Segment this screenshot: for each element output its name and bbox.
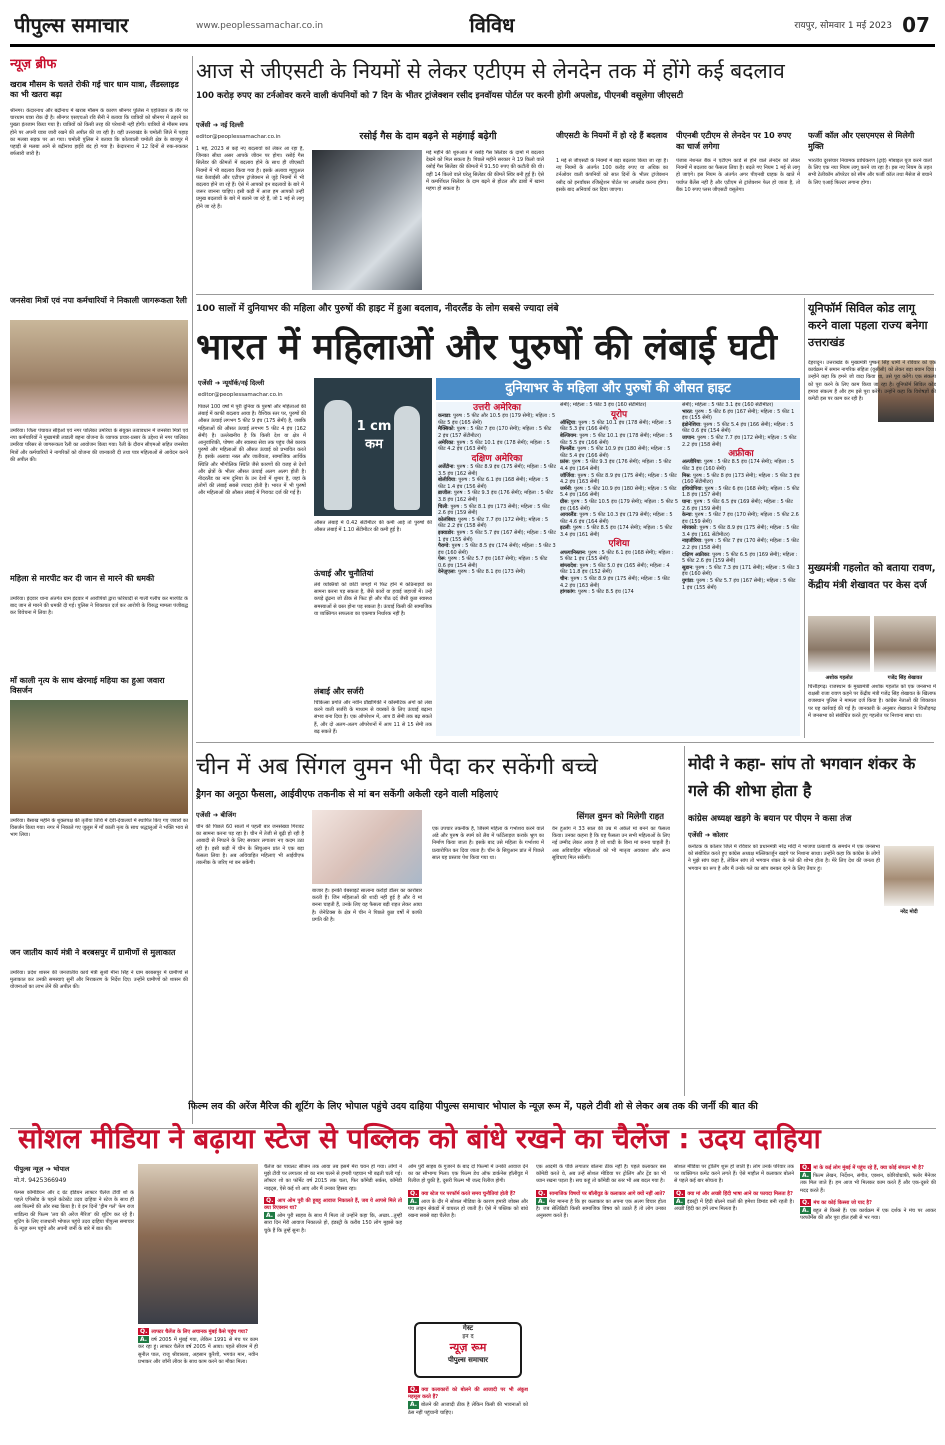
country-name: कोलंबिया [438, 516, 455, 523]
country-name: मोरक्को [682, 525, 697, 532]
height-values: पुरुष : 5 फीट 8 इंच (173 सेमी); महिला : 5 फीट 3 इंच (160 सेंटीमीटर) [682, 472, 800, 486]
uday-col2-body: चैलेंज का पायलट सीजन तक आया तब इसमें मेरा चयन हो गया। लोगों ने मुझे टीवी पर लगातार शो का नाम चलने से हमारी पहचान भी बढ़ती चली गई। लॉफ्टर शो का फॉर्मेट वर्ष 2015 तक चला, फिर कॉमेडी सर्कस, कॉमेडी नाइट्स, ऐसे कई शो आए और मैं उनका हिस्सा रहा। [264, 1164, 402, 1192]
gst-col4-title: पीएनबी एटीएम से लेनदेन पर 10 रुपए का चार्ज लगेगा [676, 131, 792, 151]
masthead [0, 0, 945, 48]
brief-item-body: उमरिया। बैसाख महीने के शुक्लपक्ष की तृतीया तिथि में देवी-देवालयों में स्थापित किए गए जवारों का विसर्जन किया गया। नगर में निकाले गए जुलूस में माँ काली नृत्य के साथ श्रद्धालुओं ने भक्ति भाव से भाग लिया। [10, 818, 188, 839]
height-values: पुरुष : 5 फीट 7 इंच (170 सेमी); महिला : 5 फीट 2.6 इंच (159 सेमी) [682, 512, 799, 525]
gehlot-body: चित्तौड़गढ़। राजस्थान के मुख्यमंत्री अशोक गहलोत को एक जनसभा में राक्षसी राजा रावण कहने पर केंद्रीय मंत्री गजेंद्र सिंह शेखावत के खिलाफ राजस्थान पुलिस ने मामला दर्ज किया है। कांग्रेस नेताओं की शिकायत पर यह कार्रवाई की गई है। जानकारी के अनुसार शेखावत ने चित्तौड़गढ़ में जनसभा को संबोधित करते हुए गहलोत पर निशाना साधा था। [808, 684, 936, 719]
table-row [682, 402, 800, 409]
table-region-heading: एशिया [608, 539, 630, 550]
table-row: जापान: पुरुष : 5 फीट 7.7 इंच (172 सेमी); महिला : 5 फीट 2.2 इंच (158 सेमी) [682, 434, 797, 448]
gst-byline: एजेंसी ➜ नई दिल्ली [196, 121, 244, 129]
height-table-col-c [682, 402, 800, 736]
country-name: केन्या [682, 512, 692, 519]
badge-brand: पीपुल्स समाचार [447, 1356, 489, 1364]
height-values: पुरुष : 5 फीट 7.3 इंच (171 सेमी); महिला : 5 फीट 3 इंच (160 सेमी) [682, 564, 800, 578]
uday-mobile: मो.नं. 9425366949 [14, 1177, 67, 1184]
procession-photo [10, 700, 188, 814]
qa6-question: क्या मां और अच्छी हिंदी भाषा आने का फायदा मिलता है? [687, 1190, 793, 1197]
table-row: दक्षिण अफ्रीका: पुरुष : 5 फीट 6.5 इंच (169 सेमी); महिला : 5 फीट 2.6 इंच (159 सेमी) [682, 551, 798, 565]
table-row: चीन: पुरुष : 5 फीट 8.9 इंच (175 सेमी); महिला : 5 फीट 4.2 इंच (163 सेमी) [560, 576, 670, 589]
table-row: इटली: पुरुष : 5 फीट 8.5 इंच (174 सेमी); महिला : 5 फीट 3.4 इंच (161 सेमी) [560, 525, 673, 538]
table-row: घाना: पुरुष : 5 फीट 6.5 इंच (169 सेमी); महिला : 5 फीट 2.6 इंच (159 सेमी) [682, 498, 793, 512]
gst-col3-title: जीएसटी के नियमों में हो रहे हैं बदलाव [556, 131, 668, 140]
country-name: वेनेज़ुएला [438, 569, 455, 576]
table-row: जर्मनी: पुरुष : 5 फीट 10.9 इंच (180 सेमी); महिला : 5 फीट 5.4 इंच (166 सेमी) [560, 485, 677, 499]
country-name: अफगानिस्तान [560, 549, 585, 556]
height-sub1-body: लंबे व्यक्तियों को छोटी जगहों में फिट होने में कठिनाइयों का सामना करना पड़ सकता है, जैसे कारों या हवाई जहाजों में। उन्हें कपड़े ढूंढना जो ठीक से फिट हो और पीठ दर्द जैसी कुछ स्वास्थ्य समस्याओं से ग्रस्त होना पड़ सकता है। ऊंचाई किसी की सामाजिक या व्यक्तिगत सफलता का एकमात्र निर्धारक नहीं है। [314, 582, 432, 617]
badge-mid: इन द [462, 1333, 474, 1340]
qa5-answer: मेरा मानना है कि हर कलाकार का अपना एक अलग विचार होता है। जब सेलिब्रिटी किसी सामाजिक विषय को उठाते हैं तो लोग उनका अनुसरण करते हैं। [536, 1198, 666, 1220]
country-name: चिली [438, 503, 448, 510]
qa4-question: क्या कलाकारों को बोलने की आजादी पर भी अंकुश महसूस करते हैं? [408, 1387, 528, 1401]
table-row [560, 402, 678, 409]
news-brief-label: न्यूज़ ब्रीफ [10, 57, 57, 72]
country-name: बेल्जियम [560, 432, 577, 439]
country-name: इटली [560, 525, 570, 532]
uday-col5 [674, 1164, 794, 1442]
country-name: दक्षिण अफ्रीका [682, 551, 709, 558]
table-row: बांग्लादेश: पुरुष : 5 फीट 5.0 इंच (165 सेमी); महिला : 4 फीट 11.8 इंच (152 सेमी) [560, 562, 670, 576]
height-values: पुरुष : 5 फीट 8.1 इंच (173 सेमी) [458, 569, 526, 576]
qa-answer [536, 1198, 666, 1221]
country-name: इक्वाडोर [438, 529, 454, 536]
qa-question [800, 1164, 936, 1172]
country-name: बोलीविया [438, 477, 456, 484]
country-name: जापान [682, 434, 694, 441]
country-name: इंडोनेशिया [682, 421, 701, 428]
uday-qa1 [138, 1328, 258, 1440]
height-values: पुरुष : 5 फीट 5.7 इंच (167 सेमी); महिला : 5 फीट 1 इंच (155 सेमी) [438, 529, 556, 543]
height-values: पुरुष : 5 फीट 10.5 इंच (179 सेमी); महिला : 5 फीट 5 इंच (165 सेमी) [560, 498, 678, 512]
height-sub2-body: चिकित्सा प्रगति और नवीन प्रौद्योगिकी ने कॉस्मेटिक अंगों को लंबा करने वाली सर्जरी के माध्यम से वयस्कों के लिए ऊंचाई बढ़ाना संभव बना दिया है। एक ऑपरेशन में, आप 8 सेमी तक बढ़ सकते हैं, और दो अलग-अलग ऑपरेशनों में आप 11 से 15 सेमी तक बढ़ सकते हैं। [314, 700, 432, 735]
height-values: पुरुष : 5 फीट 5.7 इंच (167 सेमी); महिला : 5 फीट 0.6 इंच (154 सेमी) [438, 556, 548, 569]
q-marker: Q. [410, 1386, 418, 1393]
height-table-col-b [560, 402, 678, 736]
uday-col3-body: ओम पुरी साहब के गुजरने के बाद दो फिल्मों में उनकी आवाज देने का का सौभाग्य मिला। एक फिल्म डेथ ऑफ डार्कनेस हॉलीवुड में रिलीज हो चुकी है, दूसरी फिल्म भी जल्द रिलीज होगी। [408, 1164, 528, 1185]
q-marker: Q. [802, 1198, 810, 1206]
qa-answer [408, 1198, 528, 1221]
height-byline: एजेंसी ➜ न्यूयॉर्क/नई दिल्ली [198, 379, 265, 387]
height-values: पुरुष : 5 फीट और 10.5 इंच (179 सेमी); महिला : 5 फीट 5 इंच (165 सेमी) [438, 413, 556, 426]
qa-question [264, 1197, 402, 1212]
uday-col3 [408, 1164, 528, 1442]
table-row: इथियोपिया: पुरुष : 5 फीट 6 इंच (168 सेमी); महिला : 5 फीट 1.8 इंच (157 सेमी) [682, 485, 800, 499]
height-values: पुरुष : 5 फीट 6.1 इंच (168 सेमी); महिला : 5 फीट 1 इंच (155 सेमी) [560, 549, 674, 563]
table-region-heading: अफ्रीका [728, 449, 754, 460]
masthead-website: www.peoplessamachar.co.in [196, 21, 324, 31]
country-name: जॉर्जिया [560, 472, 575, 479]
modi-photo [884, 846, 934, 906]
q-marker: Q. [266, 1196, 274, 1204]
height-values: पुरुष : 5 फीट 7 इंच (170 सेमी); महिला : 5 फीट 2 इंच (157 सेंटीमीटर) [438, 426, 552, 439]
brief-item-title: जनसेवा मित्रों एवं नपा कर्मचारियों ने निकाली जागरूकता रैली [10, 296, 187, 305]
female-silhouette [394, 406, 420, 510]
country-name: कनाडा [438, 413, 450, 420]
gst-subhead: 100 करोड़ रुपए का टर्नओवर करने वाली कंपनियों को 7 दिन के भीतर ट्रांजेक्शन रसीद इनवॉयस पोर्टल पर करनी होगी अपलोड, पीएनबी वसूलेगा जीएसटी [196, 91, 684, 101]
height-table-title: दुनियाभर के महिला और पुरुषों की औसत हाइट [436, 378, 800, 400]
brief-item-body: उमरिया। जिला पंचायत सीईओ एवं नगर पालिका उमरिया के संयुक्त तत्वावधान में जनसेवा मित्रों एवं नपा कर्मचारियों ने मुख्यमंत्री लाडली बहना योजना के व्यापक प्रचार-प्रसार के उद्देश्य से नगर पालिका उमरिया परिसर से जागरूकता रैली का आयोजन किया गया। रैली के दौरान सीएमओ सहित जनसेवा मित्रों और कर्मचारियों ने नागरिकों को योजना की जानकारी दी तथा पात्र महिलाओं से आवेदन करने की अपील की। [10, 428, 188, 463]
qa-answer [674, 1198, 794, 1213]
china-subhead: ड्रैगन का अनूठा फैसला, आईवीएफ तकनीक से मां बन सकेंगी अकेली रहने वाली महिलाएं [196, 789, 499, 800]
china-body2: बाजार है। इनकी वेबसाइटें सालाना करोड़ों डॉलर का कारोबार करती हैं। जिन महिलाओं की शादी नहीं हुई है और वे मां बनना चाहती हैं, उनके लिए यह फैसला बड़ी राहत लेकर आया है। जेनेटिक्स के क्षेत्र में चीन ने पिछले कुछ वर्षों में काफी प्रगति की है। [312, 888, 422, 923]
country-name: ऑस्ट्रिया [560, 419, 576, 426]
page-number: 07 [902, 13, 930, 37]
brief-item-title: महिला से मारपीट कर दी जान से मारने की धमकी [10, 574, 155, 583]
height-values: पुरुष : 5 फीट 5.0 इंच (165 सेमी); महिला : 4 फीट 11.8 इंच (152 सेमी) [560, 562, 670, 576]
country-name: फ्रांस [560, 459, 569, 466]
shekhawat-caption: गजेंद्र सिंह शेखावत [887, 675, 923, 681]
gst-email: editor@peoplessamachar.co.in [196, 134, 281, 140]
height-values: पुरुष : 5 फीट 8.9 इंच (175 सेमी); महिला : 5 फीट 4.2 इंच (163 सेमी) [560, 472, 677, 486]
brief-item-title: माँ काली नृत्य के साथ खेरमाई महिया का हुआ जवारा विसर्जन [10, 676, 165, 695]
gst-col5-body: भारतीय दूरसंचार नियामक प्राधिकरण (ट्राई) मोबाइल यूज करने वालों के लिए एक नया नियम लागू करने जा रहा है। इस नए नियम के तहत सभी टेलीकॉम ऑपरेटर को स्पैम और फर्जी कॉल तथा मैसेज से बचाने के लिए एआई फिल्टर लगाना होगा। [808, 158, 932, 186]
date-line: रायपुर, सोमवार 1 मई 2023 [794, 21, 892, 31]
brief-item-title: जन जातीय कार्य मंत्री ने बरबसपुर में ग्रामीणों से मुलाकात [10, 948, 176, 957]
gst-col5-title: फर्जी कॉल और एसएमएस से मिलेगी मुक्ति [808, 131, 915, 151]
qa6-answer: इंडस्ट्री में हिंदी बोलने वालों की हमेशा डिमांड बनी रहती है। अच्छी हिंदी का हमें लाभ मिलता है। [674, 1198, 794, 1213]
table-row: वेनेज़ुएला: पुरुष : 5 फीट 8.1 इंच (173 सेमी) [438, 569, 526, 576]
a-marker: A. [410, 1401, 418, 1409]
height-values: पुरुष : 5 फीट 10.9 इंच (180 सेमी); महिला : 5 फीट 5.4 इंच (166 सेमी) [560, 485, 677, 499]
brief-item-body: उमरिया। इंदवार थाना अंतर्गत ग्राम इंदवार में आरोपियों द्वारा फरियादी से गाली गलौच कर मारपीट के बाद जान से मारने की धमकी दी गई। पुलिस ने शिकायत दर्ज कर आरोपी के विरुद्ध मामला पंजीबद्ध कर विवेचना में लिया है। [10, 596, 188, 617]
table-row: फिनलैंड: पुरुष : 5 फीट 10.9 इंच (180 सेमी); महिला : 5 फीट 5.4 इंच (166 सेमी) [560, 446, 671, 459]
country-name: मिस्र [682, 472, 690, 479]
table-row: अफगानिस्तान: पुरुष : 5 फीट 6.1 इंच (168 सेमी); महिला : 5 फीट 1 इंच (155 सेमी) [560, 549, 674, 563]
qa-question [408, 1190, 528, 1198]
height-values: पुरुष : 5 फीट 8.5 इंच (174 सेमी); महिला : 5 फीट 3.4 इंच (161 सेमी) [560, 525, 673, 538]
section-divider [196, 294, 934, 295]
uday-intro: फेमस कॉमेडियन और द ग्रेट इंडियन लाफ्टर चैलेंज टीवी शो के पहले एपिसोड के पहले कंटेस्टेंट उदय दाहिया ने स्टेज के साथ ही अब फिल्मों की ओर रुख किया है। वे इन दिनों 'ड्रीम गर्ल' फेम राज शांडिल्य की फिल्म 'लव की अरेंज मैरिज' की शूटिंग कर रहे हैं। शूटिंग के लिए राजधानी भोपाल पहुंचे उदय दाहिया पीपुल्स समाचार के न्यूज़ रूम पहुंचे और अपनी जर्नी के बारे में बात की। [14, 1190, 134, 1233]
gst-col2-title: रसोई गैस के दाम बढ़ने से महंगाई बढ़ेगी [359, 131, 497, 142]
table-row: नाइजीरिया: पुरुष : 5 फीट 7 इंच (170 सेमी); महिला : 5 फीट 2.2 इंच (158 सेमी) [682, 538, 799, 552]
country-name: अर्जेंटीना [438, 463, 454, 470]
height-values: पुरुष : 5 फीट 8.5 इंच (174 [578, 589, 634, 596]
uday-col6 [800, 1164, 936, 1442]
china-col3-title: सिंगल वुमन को मिलेगी राहत [576, 811, 664, 821]
qa-question [800, 1199, 936, 1207]
height-values: पुरुष : 5 फीट 7 इंच (170 सेमी); महिला : 5 फीट 2.2 इंच (158 सेमी) [682, 538, 799, 552]
country-name: अमेरिका [438, 439, 454, 446]
height-sub1-title: ऊंचाई और चुनौतियां [314, 569, 374, 578]
qa-question [138, 1328, 258, 1336]
table-row: सूडान: पुरुष : 5 फीट 7.3 इंच (171 सेमी); महिला : 5 फीट 3 इंच (160 सेमी) [682, 564, 800, 578]
column-divider [804, 298, 805, 738]
height-headline: भारत में महिलाओं और पुरुषों की लंबाई घटी [196, 327, 777, 368]
uday-photo [138, 1164, 258, 1324]
china-headline: चीन में अब सिंगल वुमन भी पैदा कर सकेंगी बच्चे [196, 754, 598, 780]
gst-col3-body: 1 मई से जीएसटी के नियमों में बड़ा बदलाव किया जा रहा है। नए नियमों के अंतर्गत 100 करोड़ रुपए या अधिक का टर्नओवर वाली कंपनियों को सात दिनों के भीतर ट्रांजेक्शन रसीद को इनवॉयस रजिस्ट्रेशन पोर्टल पर अपलोड करना होगा। इसके बाद अनिवार्य कर दिया जाएगा। [556, 158, 668, 193]
height-values: पुरुष : 5 फीट 8.5 इंच (174 सेमी); महिला : 5 फीट 3 इंच (160 सेमी) [682, 459, 794, 472]
height-body: पिछले 100 वर्षों में पूरी दुनिया के पुरुषों और महिलाओं की लंबाई में काफी बदलाव आया है। वैश्विक स्तर पर, पुरुषों की औसत ऊंचाई लगभग 5 फीट 9 इंच (175 सेमी) है, जबकि महिलाओं की औसत ऊंचाई लगभग 5 फीट 4 इंच (162 सेमी) है। उल्लेखनीय है कि किसी देश या क्षेत्र में आनुवांशिकी, पोषण और स्वास्थ्य सेवा तक पहुंच जैसे कारक पुरुषों और महिलाओं की औसत ऊंचाई को प्रभावित करते हैं। इसके अलावा नस्ल और जातीयता, सामाजिक आर्थिक स्थिति और भौगोलिक स्थिति जैसे कारणों की वजह से देशों और क्षेत्रों के भीतर औसत ऊंचाई अलग अलग होती है। नीदरलैंड का नाम दुनिया के उन देशों में शुमार है, जहां के लोगों की लंबाई सबसे ज्यादा होती है। भारत में भी पुरुषों और महिलाओं की औसत लंबाई में गिरावट दर्ज की गई है। [198, 404, 306, 497]
badge-top: गेस्ट [462, 1324, 474, 1332]
table-region-heading: उत्तरी अमेरिका [473, 403, 521, 413]
modi-subhead: कांग्रेस अध्यक्ष खड़गे के बयान पर पीएम ने कसा तंज [688, 814, 852, 824]
country-name: अल्जीरिया [682, 459, 701, 466]
qa-answer [800, 1207, 936, 1222]
gst-body: 1 मई, 2023 से कई नए बदलावों को लेकर आ रहा है, जिनका सीधा असर आपके जीवन पर होगा। रसोई गैस सिलेंडर की कीमतों में बदलाव होने के साथ ही जीएसटी नियमों में भी बदलाव किया गया है। इसके अलावा म्युचुअल फंड केवाईसी और एटीएम ट्रांजेक्शन से जुड़े नियमों में भी बदलाव होने जा रहे हैं। ऐसे में आपको इन बदलावों के बारे में जरूर जानना चाहिए। इसी कड़ी में आज हम आपको उन्हीं प्रमुख बदलावों के बारे में बताने जा रहे हैं, जो 1 मई से लागू होने जा रहे हैं। [196, 146, 304, 210]
ucc-headline: यूनिफॉर्म सिविल कोड लागू करने वाला पहला राज्य बनेगा उत्तराखंड [808, 302, 928, 349]
a-marker: A. [410, 1197, 418, 1205]
height-values: पुरुष : 5 फीट 6 इंच (167 सेमी); महिला : 5 फीट 1 इंच (155 सेमी) [682, 408, 795, 422]
modi-story [688, 746, 936, 1096]
uday-headline: सोशल मीडिया ने बढ़ाया स्टेज से पब्लिक को बांधे रखने का चैलेंज : उदय दाहिया [18, 1123, 821, 1155]
a-marker: A. [676, 1197, 684, 1205]
uday-byline: पीपुल्स न्यूज़ ➜ भोपाल [14, 1165, 70, 1173]
height-values: पुरुष : 5 फीट 10.3 इंच (179 सेमी); महिला : 5 फीट 4.6 इंच (164 सेमी) [560, 512, 673, 525]
uday-kicker: फिल्म लव की अरेंज मैरिज की शूटिंग के लिए भोपाल पहुंचे उदय दाहिया पीपुल्स समाचार भोपाल के न्यूज़ रूम में, पहले टीवी शो से लेकर अब तक की जर्नी की बात की [188, 1101, 758, 1112]
china-byline: एजेंसी ➜ बीजिंग [196, 811, 237, 819]
qa-answer [264, 1212, 402, 1235]
table-row: केन्या: पुरुष : 5 फीट 7 इंच (170 सेमी); महिला : 5 फीट 2.6 इंच (159 सेमी) [682, 512, 799, 525]
gehlot-headline: मुख्यमंत्री गहलोत को बताया रावण, केंद्रीय मंत्री शेखावत पर केस दर्ज [808, 563, 936, 591]
shekhawat-photo [874, 616, 936, 672]
country-name: ग्रीस [560, 498, 568, 505]
q-marker: Q. [676, 1189, 684, 1197]
height-values: पुरुष : 5 फीट 5.4 इंच (166 सेमी); महिला : 5 फीट 0.6 इंच (154 सेमी) [682, 421, 794, 435]
qa1-question: लाफ्टर चैलेंज के लिए अचानक मुंबई कैसे पहुंच गया? [151, 1329, 248, 1335]
gst-col2-body: मई महीने की शुरुआत में रसोई गैस सिलेंडर के दामों में बदलाव देखने को मिल सकता है। पिछले महीने सरकार ने 19 किलो वाले रसोई गैस सिलेंडर की कीमतों में 91.50 रुपए की कटौती की थी। वहीं 14 किलो वाले घरेलू सिलेंडर की कीमतें स्थिर बनी हुई हैं। ऐसे में कमर्शियल सिलेंडर के दाम बढ़ने से होटल और ढाबों में खाना महंगा हो सकता है। [426, 150, 544, 193]
qa3-question: क्या स्टेज पर परफॉर्म करते समय चुनौतियां होती हैं? [421, 1190, 516, 1197]
qa8-answer: बहुत से किस्से हैं। एक कार्यक्रम में एक दर्शक ने मंच पर आकर परफॉर्मेंस की और पूरा हॉल हंसी से भर गया। [800, 1208, 936, 1222]
table-row: बेल्जियम: पुरुष : 5 फीट 10.1 इंच (178 सेमी); महिला : 5 फीट 5.5 इंच (166 सेमी) [560, 432, 673, 446]
table-row: ग्रीस: पुरुष : 5 फीट 10.5 इंच (179 सेमी); महिला : 5 फीट 5 इंच (165 सेमी) [560, 498, 678, 512]
height-values: पुरुष : 5 फीट 6.5 इंच (169 सेमी); महिला : 5 फीट 2.6 इंच (159 सेमी) [682, 498, 793, 512]
table-row: कनाडा: पुरुष : 5 फीट और 10.5 इंच (179 सेमी); महिला : 5 फीट 5 इंच (165 सेमी) [438, 413, 556, 426]
height-illustration [314, 378, 432, 516]
table-row: भारत: पुरुष : 5 फीट 6 इंच (167 सेमी); महिला : 5 फीट 1 इंच (155 सेमी) [682, 408, 795, 422]
table-row: फ्रांस: पुरुष : 5 फीट 9.3 इंच (176 सेमी); महिला : 5 फीट 4.4 इंच (164 सेमी) [560, 459, 672, 472]
table-row: कोलंबिया: पुरुष : 5 फीट 7.7 इंच (172 सेमी); महिला : 5 फीट 2.2 इंच (158 सेमी) [438, 516, 549, 530]
table-row: हांगकांग: पुरुष : 5 फीट 8.5 इंच (174 [560, 589, 634, 596]
country-name: ब्राजील [438, 490, 451, 497]
q-marker: Q. [140, 1328, 148, 1335]
masthead-logo: पीपुल्स समाचार [14, 13, 129, 37]
newborn-photo [312, 810, 422, 884]
table-row: पेरू: पुरुष : 5 फीट 5.7 इंच (167 सेमी); महिला : 5 फीट 0.6 इंच (154 सेमी) [438, 556, 548, 569]
height-table-col-a [438, 402, 556, 736]
q-marker: Q. [538, 1189, 546, 1197]
qa-question [536, 1190, 666, 1198]
a-marker: A. [266, 1212, 274, 1220]
table-row: जॉर्जिया: पुरुष : 5 फीट 8.9 इंच (175 सेमी); महिला : 5 फीट 4.2 इंच (163 सेमी) [560, 472, 677, 486]
height-values: पुरुष : 5 फीट 9.3 इंच (176 सेमी); महिला : 5 फीट 4.4 इंच (164 सेमी) [560, 459, 672, 472]
height-values: पुरुष : 5 फीट 10.1 इंच (178 सेमी); महिला : 5 फीट 5.3 इंच (166 सेमी) [560, 419, 672, 433]
table-region-heading: दक्षिण अमेरिका [471, 453, 523, 464]
height-values: पुरुष : 5 फीट 8.9 इंच (175 सेमी); महिला : 5 फीट 3.4 इंच (161 सेंटीमीटर) [682, 525, 799, 538]
modi-headline: मोदी ने कहा- सांप तो भगवान शंकर के गले की शोभा होता है [688, 754, 916, 800]
table-region-heading: यूरोप [610, 409, 628, 420]
qa1-answer: वर्ष 2005 में मुंबई गया, लेकिन 1991 से मंच पर काम कर रहा हूं। लाफ्टर चैलेंज वर्ष 2005 में आया। पहले सीजन में ही सुनील पाल, राजू श्रीवास्तव, अहसान कुरैशी, भगवंत मान, नवीन प्रभाकर और जॉनी लीवर के साथ काम करने का मौका मिला। [138, 1337, 258, 1365]
height-values: पुरुष : 5 फीट 6 इंच (168 सेमी); महिला : 5 फीट 1.8 इंच (157 सेमी) [682, 485, 800, 499]
q-marker: Q. [802, 1164, 810, 1171]
country-name: युगांडा [682, 578, 693, 585]
table-row: बोलीविया: पुरुष : 5 फीट 6.1 इंच (168 सेमी); महिला : 5 फीट 1.4 इंच (156 सेमी) [438, 477, 549, 490]
country-name: पैराग्वे [438, 543, 449, 550]
country-name: बांग्लादेश [560, 562, 577, 569]
height-values: पुरुष : 5 फीट 10.9 इंच (180 सेमी); महिला : 5 फीट 5.4 इंच (166 सेमी) [560, 446, 671, 459]
table-row: अल्जीरिया: पुरुष : 5 फीट 8.5 इंच (174 सेमी); महिला : 5 फीट 3 इंच (160 सेमी) [682, 459, 794, 472]
country-name: चीन [560, 576, 568, 583]
height-table [436, 402, 800, 736]
table-row: ब्राजील: पुरुष : 5 फीट 9.3 इंच (176 सेमी); महिला : 5 फीट 3.8 इंच (162 सेमी) [438, 490, 554, 503]
country-name: नाइजीरिया [682, 538, 702, 545]
modi-caption: नरेंद्र मोदी [900, 909, 918, 915]
height-values: पुरुष : 5 फीट 6.5 इंच (169 सेमी); महिला : 5 फीट 2.6 इंच (159 सेमी) [682, 551, 798, 565]
section-title: विविध [469, 13, 515, 37]
height-values: पुरुष : 5 फीट 8.9 इंच (175 सेमी); महिला : 5 फीट 4.2 इंच (163 सेमी) [560, 576, 670, 589]
height-sub2-title: लंबाई और सर्जरी [314, 687, 364, 696]
table-row: इंडोनेशिया: पुरुष : 5 फीट 5.4 इंच (166 सेमी); महिला : 5 फीट 0.6 इंच (154 सेमी) [682, 421, 794, 435]
height-values: पुरुष : 5 फीट 5.7 इंच (167 सेमी); महिला : 5 फीट 1 इंच (155 सेमी) [682, 578, 796, 591]
height-values: पुरुष : 5 फीट 8.5 इंच (174 सेमी); महिला : 5 फीट 3 इंच (160 सेमी) [438, 543, 556, 556]
height-story [196, 298, 800, 738]
country-name: इथियोपिया [682, 485, 702, 492]
height-caption: औसत लंबाई में 0.42 सेंटीमीटर की कमी आई तो पुरुषों की औसत लंबाई में 1.10 सेंटीमीटर की कमी हुई है। [314, 520, 432, 534]
height-values: पुरुष : 5 फीट 8.9 इंच (175 सेमी); महिला : 5 फीट 3.5 इंच (162 सेमी) [438, 463, 556, 477]
country-name: फिनलैंड [560, 446, 574, 453]
ucc-story [808, 298, 936, 548]
table-row: ऑस्ट्रिया: पुरुष : 5 फीट 10.1 इंच (178 सेमी); महिला : 5 फीट 5.3 इंच (166 सेमी) [560, 419, 672, 433]
rally-photo [10, 320, 188, 424]
brief-item-body: उमरिया। प्रदेश शासन की जनजातीय कार्य मंत्री सुश्री मीना सिंह ने ग्राम बरबसपुर में ग्रामीणों से मुलाकात कर उनकी समस्याएं सुनीं और निराकरण के निर्देश दिए। उन्होंने ग्रामीणों को शासन की योजनाओं का लाभ लेने की अपील की। [10, 970, 188, 991]
modi-body: कर्नाटक के कोलार जिले में रविवार को प्रधानमंत्री नरेंद्र मोदी ने भाजपा प्रत्याशी के समर्थन में एक जनसभा को संबोधित करते हुए कांग्रेस अध्यक्ष मल्लिकार्जुन खड़गे पर निशाना साधा। उन्होंने कहा कि कांग्रेस के लोगों ने मुझे सांप कहा है, लेकिन सांप तो भगवान शंकर के गले की शोभा होता है। मेरे लिए देश की जनता ही भगवान का रूप है और मैं उनके गले का सांप बनकर रहने के लिए तैयार हूं। [688, 844, 880, 872]
qa8-question: मंच का कोई किस्सा जो याद है? [813, 1199, 872, 1206]
uday-col4-body: एक आदमी के पीछे लगातार बोलना ठीक नहीं है। पहले कलाकार बस कॉमेडी करते थे, अब उन्हें सोशल मीडिया पर ट्रोलिंग और ट्रेंड का भी ध्यान रखना पड़ता है। सच कहूं तो कॉमेडी का स्तर भी अब बदल गया है। [536, 1164, 666, 1185]
table-row: अमेरिका: पुरुष : 5 फीट 10.1 इंच (178 सेमी); महिला : 5 फीट 4.2 इंच (163 सेमी) [438, 439, 550, 453]
height-kicker: 100 सालों में दुनियाभर की महिला और पुरुषों की हाइट में हुआ बदलाव, नीदरलैंड के लोग सबसे ज्यादा लंबे [196, 303, 559, 314]
masthead-rule [10, 44, 935, 47]
table-row: पैराग्वे: पुरुष : 5 फीट 8.5 इंच (174 सेमी); महिला : 5 फीट 3 इंच (160 सेमी) [438, 543, 556, 556]
country-name: हांगकांग [560, 589, 575, 596]
column-divider [192, 56, 193, 1124]
ucc-body: देहरादून। उत्तराखंड के मुख्यमंत्री पुष्कर सिंह धामी ने रविवार को एक कार्यक्रम में समान नागरिक संहिता (यूसीसी) को लेकर बड़ा बयान दिया। उन्होंने कहा कि हमने जो वादा किया था, उसे पूरा करेंगे। एक संकल्प को पूरा करने के लिए काम किया जा रहा है। यूनिफॉर्म सिविल कोड हमारा संकल्प है और हम इसे पूरा करेंगे। उन्होंने कहा कि विशेषज्ञों की कमेटी इस पर काम कर रही है। [808, 360, 936, 403]
country-name: जर्मनी [560, 485, 571, 492]
a-marker: A. [140, 1336, 148, 1344]
height-values: पुरुष : 5 फीट 10.1 इंच (178 सेमी); महिला : 5 फीट 4.2 इंच (163 सेमी) [438, 439, 550, 453]
qa4-answer: बोलने की आजादी ठीक है लेकिन किसी की भावनाओं को ठेस नहीं पहुंचानी चाहिए। [408, 1402, 528, 1416]
qa-answer [408, 1401, 528, 1416]
country-name: भारत [682, 408, 692, 415]
height-values: पुरुष : 5 फीट 6.1 इंच (168 सेमी); महिला : 5 फीट 1.4 इंच (156 सेमी) [438, 477, 549, 490]
gehlot-photo [808, 616, 870, 672]
china-col3-body: एक उपचार तकनीक है, जिसमें महिला के गर्भाशय करने वाले अंडे और पुरुष के स्पर्म को लैब में फर्टिलाइज कराके भ्रूण का निर्माण किया जाता है। इसके बाद उसे महिला के गर्भाशय में प्रत्यारोपित कर दिया जाता है। चीन के सिचुआन प्रांत में पिछले साल यह प्रस्ताव पेश किया गया था। [432, 826, 544, 861]
qa-question [674, 1190, 794, 1198]
qa5-question: सामाजिक विषयों पर बॉलीवुड के कलाकार आगे क्यों नहीं आते? [549, 1190, 666, 1197]
china-body1: चीन की पिछले 60 सालों में पहली बार जनसंख्या गिरावट का सामना करना पड़ रहा है। चीन में तेजी से बूढ़ी हो रही है आबादी से निपटने के लिए सरकार लगातार नए कदम उठा रही है। इसी कड़ी में चीन के सिचुआन प्रांत ने एक बड़ा फैसला लिया है। अब अविवाहित महिलाएं भी आईवीएफ तकनीक के जरिए मां बन सकेंगी। [196, 824, 304, 867]
height-email: editor@peoplessamachar.co.in [198, 392, 283, 398]
china-col4-body: वेन हुआंग ने 33 साल की उम्र में अकेले मां बनने का फैसला किया। उनका कहना है कि यह फैसला उन सभी महिलाओं के लिए नई उम्मीद लेकर आया है जो शादी के बिना मां बनना चाहती हैं। अब अविवाहित महिलाओं को भी मातृत्व अवकाश और अन्य सुविधाएं मिल सकेंगी। [552, 826, 670, 861]
uday-col4 [536, 1164, 666, 1442]
table-row: चिली: पुरुष : 5 फीट 8.1 इंच (173 सेमी); महिला : 5 फीट 2.6 इंच (159 सेमी) [438, 503, 550, 517]
qa-question [408, 1386, 528, 1401]
uday-col5-body: सोशल मीडिया पर ट्रोलिंग शुरू हो जाती है। लोग उनके परिवार तक पर व्यक्तिगत कमेंट करने लगते हैं। ऐसे माहौल में कलाकार बोलने से पहले कई बार सोचता है। [674, 1164, 794, 1185]
height-values: पुरुष : 5 फीट 9.3 इंच (176 सेमी); महिला : 5 फीट 3.8 इंच (162 सेमी) [438, 490, 554, 503]
uday-col2 [264, 1164, 402, 1442]
gehlot-story [808, 560, 936, 738]
height-values: पुरुष : 5 फीट 8.1 इंच (173 सेमी); महिला : 5 फीट 2.6 इंच (159 सेमी) [438, 503, 550, 517]
china-story [196, 746, 680, 1096]
q-marker: Q. [410, 1189, 418, 1197]
a-marker: A. [802, 1207, 810, 1215]
section-divider [196, 742, 934, 743]
gehlot-caption: अशोक गहलोत [825, 675, 853, 681]
qa3-answer: आज के दौर में सोशल मीडिया के कारण हमारी जोक्स और पंच लाइन सेकंडों में वायरल हो जाती हैं। ऐसे में पब्लिक को बांधे रखना सबसे बड़ा चैलेंज है। [408, 1198, 528, 1220]
table-row: मोरक्को: पुरुष : 5 फीट 8.9 इंच (175 सेमी); महिला : 5 फीट 3.4 इंच (161 सेंटीमीटर) [682, 525, 799, 538]
uday-qa4 [408, 1386, 528, 1442]
height-values: पुरुष : 5 फीट 10.1 इंच (178 सेमी); महिला : 5 फीट 5.5 इंच (166 सेमी) [560, 432, 673, 446]
country-name: सूडान [682, 564, 693, 571]
gst-col4-body: पंजाब नेशनल बैंक ने एटीएम कार्ड से होने वाले लेनदेन को लेकर नियमों में बदलाव का फैसला लिया है। बदले गए नियम 1 मई से लागू हो जाएंगे। इस नियम के अंतर्गत अगर पीएनबी ग्राहक के खाते में पर्याप्त बैलेंस नहीं है और एटीएम से ट्रांजेक्शन फेल हो जाता है, तो बैंक 10 रुपए प्लस जीएसटी वसूलेगा। [676, 158, 800, 193]
badge-main: न्यूज़ रूम [449, 1341, 487, 1354]
male-silhouette [324, 400, 352, 510]
height-values: सेमी); महिला : 5 फीट 3 इंच (160 सेंटीमीटर) [560, 402, 647, 408]
a-marker: A. [538, 1197, 546, 1205]
qa-answer [800, 1172, 936, 1195]
height-values: सेमी); महिला : 5 फीट 3.1 इंच (160 सेंटीमीटर) [682, 402, 774, 408]
atm-photo [312, 150, 422, 290]
height-values: पुरुष : 5 फीट 7.7 इंच (172 सेमी); महिला : 5 फीट 2.2 इंच (158 सेमी) [682, 434, 797, 448]
brief-item-title: खराब मौसम के चलते रोकी गई चार धाम यात्रा, लैंडस्लाइड का भी खतरा बढ़ा [10, 80, 179, 99]
table-row: मिस्र: पुरुष : 5 फीट 8 इंच (173 सेमी); महिला : 5 फीट 3 इंच (160 सेंटीमीटर) [682, 472, 800, 486]
a-marker: A. [802, 1172, 810, 1180]
qa-answer [138, 1336, 258, 1366]
country-name: पेरू [438, 556, 445, 563]
country-name: मैक्सिको [438, 426, 454, 433]
height-marker-label: 1 cm कम [356, 419, 392, 452]
qa7-answer: फिल्म लेखन, निर्देशन, संगीत, एक्शन, कोरियोग्राफी, फ्लोर मैनेजर तक मिल जाते हैं। हम आज भी मिलकर काम करते हैं और एक-दूसरे की मदद करते हैं। [800, 1173, 936, 1194]
qa2-answer: ओम पुरी साहब के साथ मैं मिला तो उन्होंने कहा कि, अच्छा...तुम्हीं सारा दिन मेरी आवाज निकालते हो, इंडस्ट्री के करीब 150 लोग मुझसे कह चुके हैं कि तुम्हें सुना है। [264, 1213, 402, 1234]
qa2-question: आप ओम पुरी की हूबहू आवाज निकालते हैं, जब ये आपसे मिले तो क्या रिएक्शन था? [264, 1197, 402, 1212]
table-row: अर्जेंटीना: पुरुष : 5 फीट 8.9 इंच (175 सेमी); महिला : 5 फीट 3.5 इंच (162 सेमी) [438, 463, 556, 477]
gst-story [196, 54, 934, 290]
country-name: आयरलैंड [560, 512, 577, 519]
modi-byline: एजेंसी ➜ कोलार [688, 831, 728, 839]
gst-headline: आज से जीएसटी के नियमों से लेकर एटीएम से लेनदेन तक में होंगे कई बदलाव [196, 59, 785, 83]
table-row: आयरलैंड: पुरुष : 5 फीट 10.3 इंच (179 सेमी); महिला : 5 फीट 4.6 इंच (164 सेमी) [560, 512, 673, 525]
news-brief-column [10, 56, 188, 1124]
brief-item-body: श्रीनगर। केदारनाथ और बद्रीनाथ में खराब मौसम के कारण श्रीनगर पुलिस ने एहतियात के तौर पर चारधाम यात्रा रोक दी है। श्रीनगर एसएचओ रवि सैनी ने बताया कि यात्रियों को श्रीनगर में ठहरने का पुख्ता इंतजाम किया गया है। यात्रियों को किसी तरह की परेशानी नहीं होगी। यात्रियों से मौसम साफ होने पर अपनी यात्रा जारी रखने की अपील की जा रही है। वहीं उत्तराखंड के चमोली जिले में पहाड़ का मलबा सड़क पर आ गया। चमोली पुलिस ने बताया कि कोतवाली चमोली क्षेत्र के बाजपुर में पहाड़ी से मलबा आने से बद्रीनाथ हाईवे बंद हो गया है। केदारनाथ में 12 दिनों से रुक-रुककर बर्फबारी जारी है। [10, 108, 188, 158]
table-row: इक्वाडोर: पुरुष : 5 फीट 5.7 इंच (167 सेमी); महिला : 5 फीट 1 इंच (155 सेमी) [438, 529, 556, 543]
country-name: घाना [682, 498, 691, 505]
qa7-question: मां के कई लोग मुंबई में पहुंच रहे हैं, क्या कोई संगठन भी है? [813, 1165, 924, 1171]
guest-in-newsroom-badge [414, 1322, 522, 1378]
height-values: पुरुष : 5 फीट 7.7 इंच (172 सेमी); महिला : 5 फीट 2.2 इंच (158 सेमी) [438, 516, 549, 530]
column-divider [684, 746, 685, 1096]
table-row: युगांडा: पुरुष : 5 फीट 5.7 इंच (167 सेमी); महिला : 5 फीट 1 इंच (155 सेमी) [682, 578, 796, 591]
table-row: मैक्सिको: पुरुष : 5 फीट 7 इंच (170 सेमी); महिला : 5 फीट 2 इंच (157 सेंटीमीटर) [438, 426, 552, 439]
